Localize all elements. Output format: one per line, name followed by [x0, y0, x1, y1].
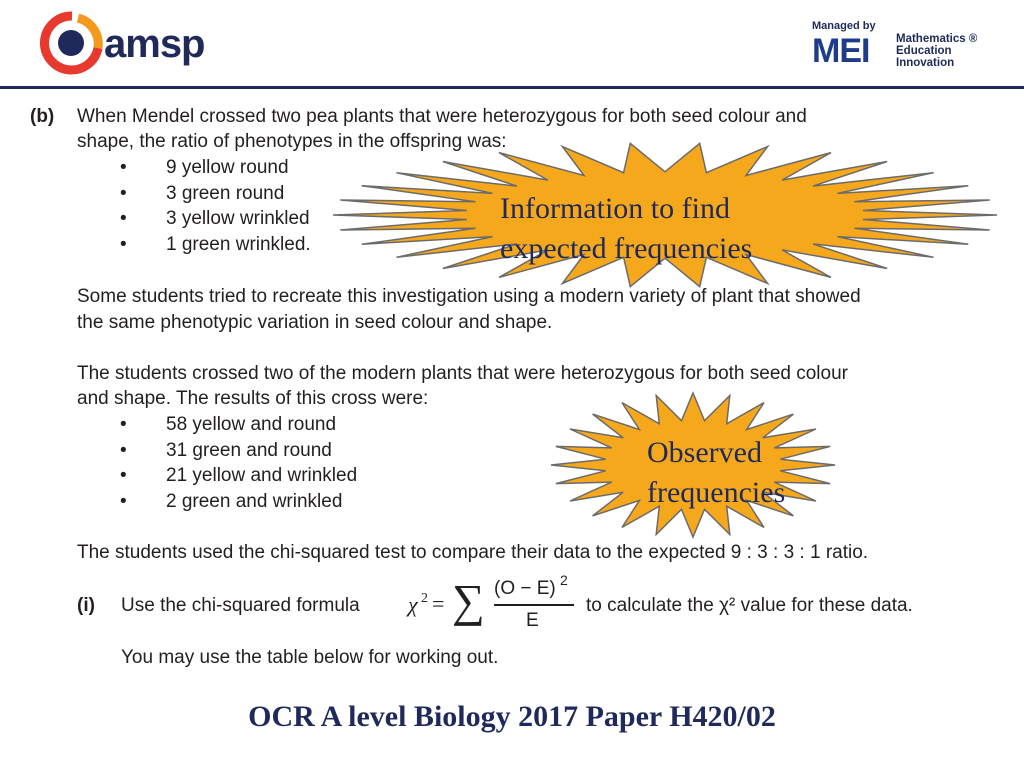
bullet-icon: •: [120, 234, 127, 255]
bullet-icon: •: [120, 208, 127, 229]
mei-logo-text: MEI: [812, 32, 870, 70]
observed-callout-line: frequencies: [647, 476, 786, 509]
header: [0, 0, 1024, 88]
footer-title: OCR A level Biology 2017 Paper H420/02: [248, 700, 776, 733]
expected-callout-line: Information to find: [500, 192, 730, 225]
cross-line: and shape. The results of this cross were:: [77, 388, 429, 409]
intro-line: When Mendel crossed two pea plants that were heterozygous for both seed colour and: [77, 106, 807, 127]
bullet-icon: •: [120, 491, 127, 512]
bullet-icon: •: [120, 183, 127, 204]
result-item: 21 yellow and wrinkled: [166, 465, 358, 486]
sub-label: (i): [77, 595, 95, 616]
intro-line: shape, the ratio of phenotypes in the offspring was:: [77, 131, 507, 152]
header-rule: [0, 86, 1024, 89]
mendel-ratio-item: 3 yellow wrinkled: [166, 208, 310, 229]
formula-suffix: to calculate the χ² value for these data.: [586, 595, 913, 616]
chi-squared-formula: χ 2 = ∑ (O − E) 2 E: [408, 566, 578, 636]
mendel-ratio-item: 1 green wrinkled.: [166, 234, 311, 255]
mei-name-line: Innovation: [896, 57, 955, 69]
bullet-icon: •: [120, 414, 127, 435]
expected-callout-line: expected frequencies: [500, 232, 753, 265]
mei-managed-by: Managed by: [812, 20, 876, 32]
cross-line: The students crossed two of the modern plants that were heterozygous for both seed colour: [77, 363, 848, 384]
mei-name-line: Education: [896, 45, 952, 57]
bullet-icon: •: [120, 157, 127, 178]
table-line: You may use the table below for working out.: [121, 647, 499, 668]
result-item: 58 yellow and round: [166, 414, 337, 435]
formula-prefix: Use the chi-squared formula: [121, 595, 360, 616]
result-item: 31 green and round: [166, 440, 332, 461]
bullet-icon: •: [120, 465, 127, 486]
students-line: Some students tried to recreate this investigation using a modern variety of plant that showed: [77, 286, 861, 307]
mei-name-line: Mathematics ®: [896, 33, 978, 45]
bullet-icon: •: [120, 440, 127, 461]
result-item: 2 green and wrinkled: [166, 491, 343, 512]
mei-name: [896, 33, 977, 69]
amsp-logo-text: amsp: [104, 22, 205, 66]
mendel-ratio-item: 3 green round: [166, 183, 285, 204]
mendel-ratio-item: 9 yellow round: [166, 157, 289, 178]
part-label: (b): [30, 106, 55, 127]
observed-callout-line: Observed: [647, 436, 762, 469]
chi-line: The students used the chi-squared test to compare their data to the expected 9 : 3 : 3 : 1 ratio.: [77, 542, 869, 563]
students-line: the same phenotypic variation in seed colour and shape.: [77, 312, 553, 333]
